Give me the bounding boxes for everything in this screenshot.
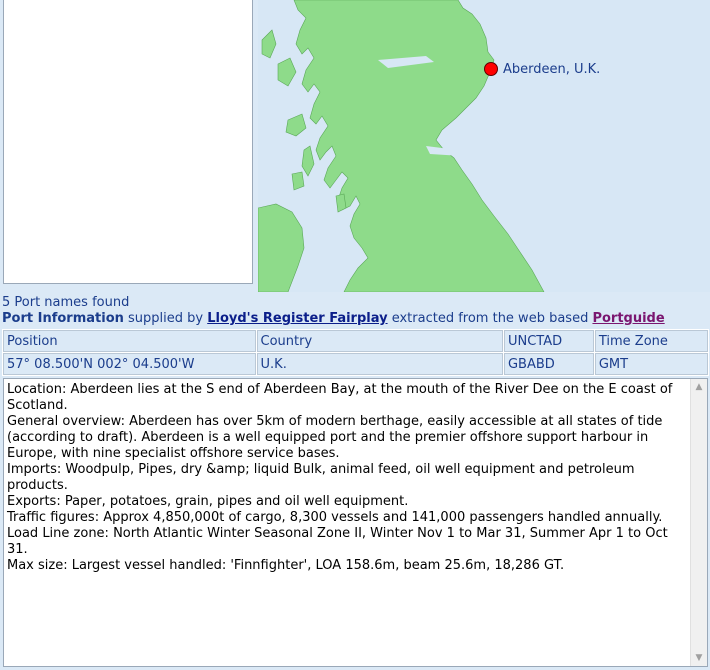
port-info-heading: Port Information (2, 311, 124, 326)
scroll-down-icon[interactable]: ▼ (695, 653, 703, 663)
header-country: Country (257, 330, 503, 352)
lloyds-register-link[interactable]: Lloyd's Register Fairplay (207, 311, 388, 326)
port-details-textarea[interactable] (3, 378, 708, 667)
cell-time-zone: GMT (595, 353, 708, 375)
port-marker[interactable] (485, 63, 498, 76)
detail-exports: Exports: Paper, potatoes, grain, pipes and oil well equipment. (7, 494, 409, 509)
header-time-zone: Time Zone (595, 330, 708, 352)
scroll-up-icon[interactable]: ▲ (695, 382, 703, 392)
port-count-text: 5 Port names found (2, 295, 130, 310)
extracted-text: extracted from the web based (387, 311, 593, 326)
supplied-by-text: supplied by (123, 311, 208, 326)
detail-general-overview: General overview: Aberdeen has over 5km of modern berthage, easily accessible at all states of tide (according to draft). Aberdeen is a well equipped port and the premier offshore support harbour in Europe, with nine specialist offshore service bases. (7, 414, 663, 461)
detail-traffic: Traffic figures: Approx 4,850,000t of cargo, 8,300 vessels and 141,000 passengers handled annually. (7, 510, 663, 525)
portguide-link[interactable]: Portguide (592, 311, 665, 326)
details-scrollbar[interactable] (690, 379, 707, 666)
port-info-table (2, 329, 709, 376)
cell-country: U.K. (257, 353, 503, 375)
detail-load-line: Load Line zone: North Atlantic Winter Seasonal Zone II, Winter Nov 1 to Mar 31, Summer Apr 1 to Oct 31. (7, 526, 668, 557)
detail-location: Location: Aberdeen lies at the S end of Aberdeen Bay, at the mouth of the River Dee on the E coast of Scotland. (7, 382, 673, 413)
port-location-map (258, 0, 710, 292)
detail-max-size: Max size: Largest vessel handled: 'Finnfighter', LOA 158.6m, beam 25.6m, 18,286 GT. (7, 558, 565, 573)
cell-unctad: GBABD (504, 353, 594, 375)
port-names-list[interactable] (3, 0, 253, 284)
port-details-text (7, 382, 687, 574)
port-marker-label: Aberdeen, U.K. (503, 62, 601, 77)
port-info-line (2, 311, 665, 326)
cell-position: 57° 08.500'N 002° 04.500'W (3, 353, 256, 375)
header-position: Position (3, 330, 256, 352)
table-row (3, 353, 708, 375)
detail-imports: Imports: Woodpulp, Pipes, dry &amp; liquid Bulk, animal feed, oil well equipment and petroleum products. (7, 462, 635, 493)
map-svg (258, 0, 710, 292)
header-unctad: UNCTAD (504, 330, 594, 352)
table-header-row (3, 330, 708, 352)
